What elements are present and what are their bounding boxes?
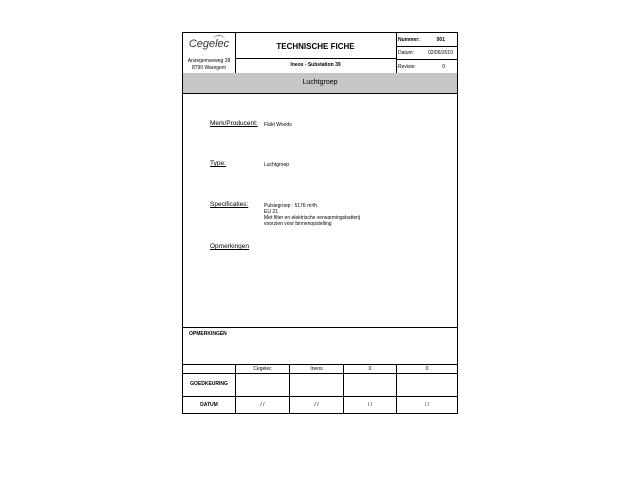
meta-cell — [396, 33, 457, 73]
number-label: Nummer: — [398, 37, 420, 43]
remarks-box-label: OPMERKINGEN — [189, 331, 227, 337]
logo-cell — [183, 33, 236, 73]
remarks-label: Opmerkingen — [210, 243, 250, 250]
type-label: Type: — [210, 160, 226, 167]
address-line-1: Anzegemseweg 28 — [187, 58, 231, 64]
title-divider — [235, 58, 396, 59]
section-title: Luchtgroep — [302, 79, 338, 86]
date-row — [396, 46, 457, 59]
company-logo: Cegelec — [183, 38, 235, 50]
date-placeholder: / / — [260, 402, 265, 408]
table-divider — [183, 396, 457, 397]
logo-arc-icon — [213, 35, 225, 44]
date-label: Datum: — [398, 50, 415, 56]
signoff-column-header: Cegelec — [253, 366, 272, 372]
signoff-table — [183, 364, 457, 413]
title-cell — [235, 33, 397, 73]
spec-line: EU 21 — [264, 209, 278, 215]
spec-values — [264, 203, 360, 227]
date-value: 02/06/2010 — [427, 50, 453, 56]
address-line-2: 8790 Waregem — [192, 64, 226, 71]
section-title-band — [183, 73, 457, 94]
signoff-column-header: 0 — [425, 366, 429, 372]
spec-label: Specificaties: — [210, 201, 249, 208]
date-placeholder: / / — [367, 402, 373, 408]
date-placeholder: / / — [314, 402, 319, 408]
document-title: TECHNISCHE FICHE — [276, 42, 355, 51]
approval-row-label: GOEDKEURING — [190, 381, 228, 387]
document-subtitle: Ineos - Substation 39 — [290, 62, 341, 68]
number-row — [396, 33, 457, 47]
signoff-column-header: 0 — [368, 366, 372, 372]
date-row-label: DATUM — [200, 402, 218, 408]
brand-value: Fläkt Woods — [264, 122, 292, 128]
sheet-header — [183, 33, 457, 74]
revision-label: Revisie: — [398, 64, 416, 70]
revision-value: 0 — [442, 64, 445, 70]
number-value: 001 — [436, 37, 445, 43]
spec-line: Pulsiegroep : 5176 m³/h — [264, 203, 318, 209]
revision-row — [396, 59, 457, 73]
company-address — [183, 58, 235, 71]
type-value: Luchtgroep — [264, 162, 290, 168]
signoff-column-header: Ineos — [310, 366, 323, 372]
table-divider — [183, 373, 457, 374]
technical-sheet — [182, 32, 458, 414]
brand-label: Merk/Producent: — [210, 120, 258, 127]
spec-line: voorzien voor binnenopstelling — [264, 221, 332, 227]
date-placeholder: / / — [424, 402, 430, 408]
remarks-box — [183, 327, 457, 365]
spec-line: Met filter en elektrische verwarmingsbatterij — [264, 215, 361, 221]
